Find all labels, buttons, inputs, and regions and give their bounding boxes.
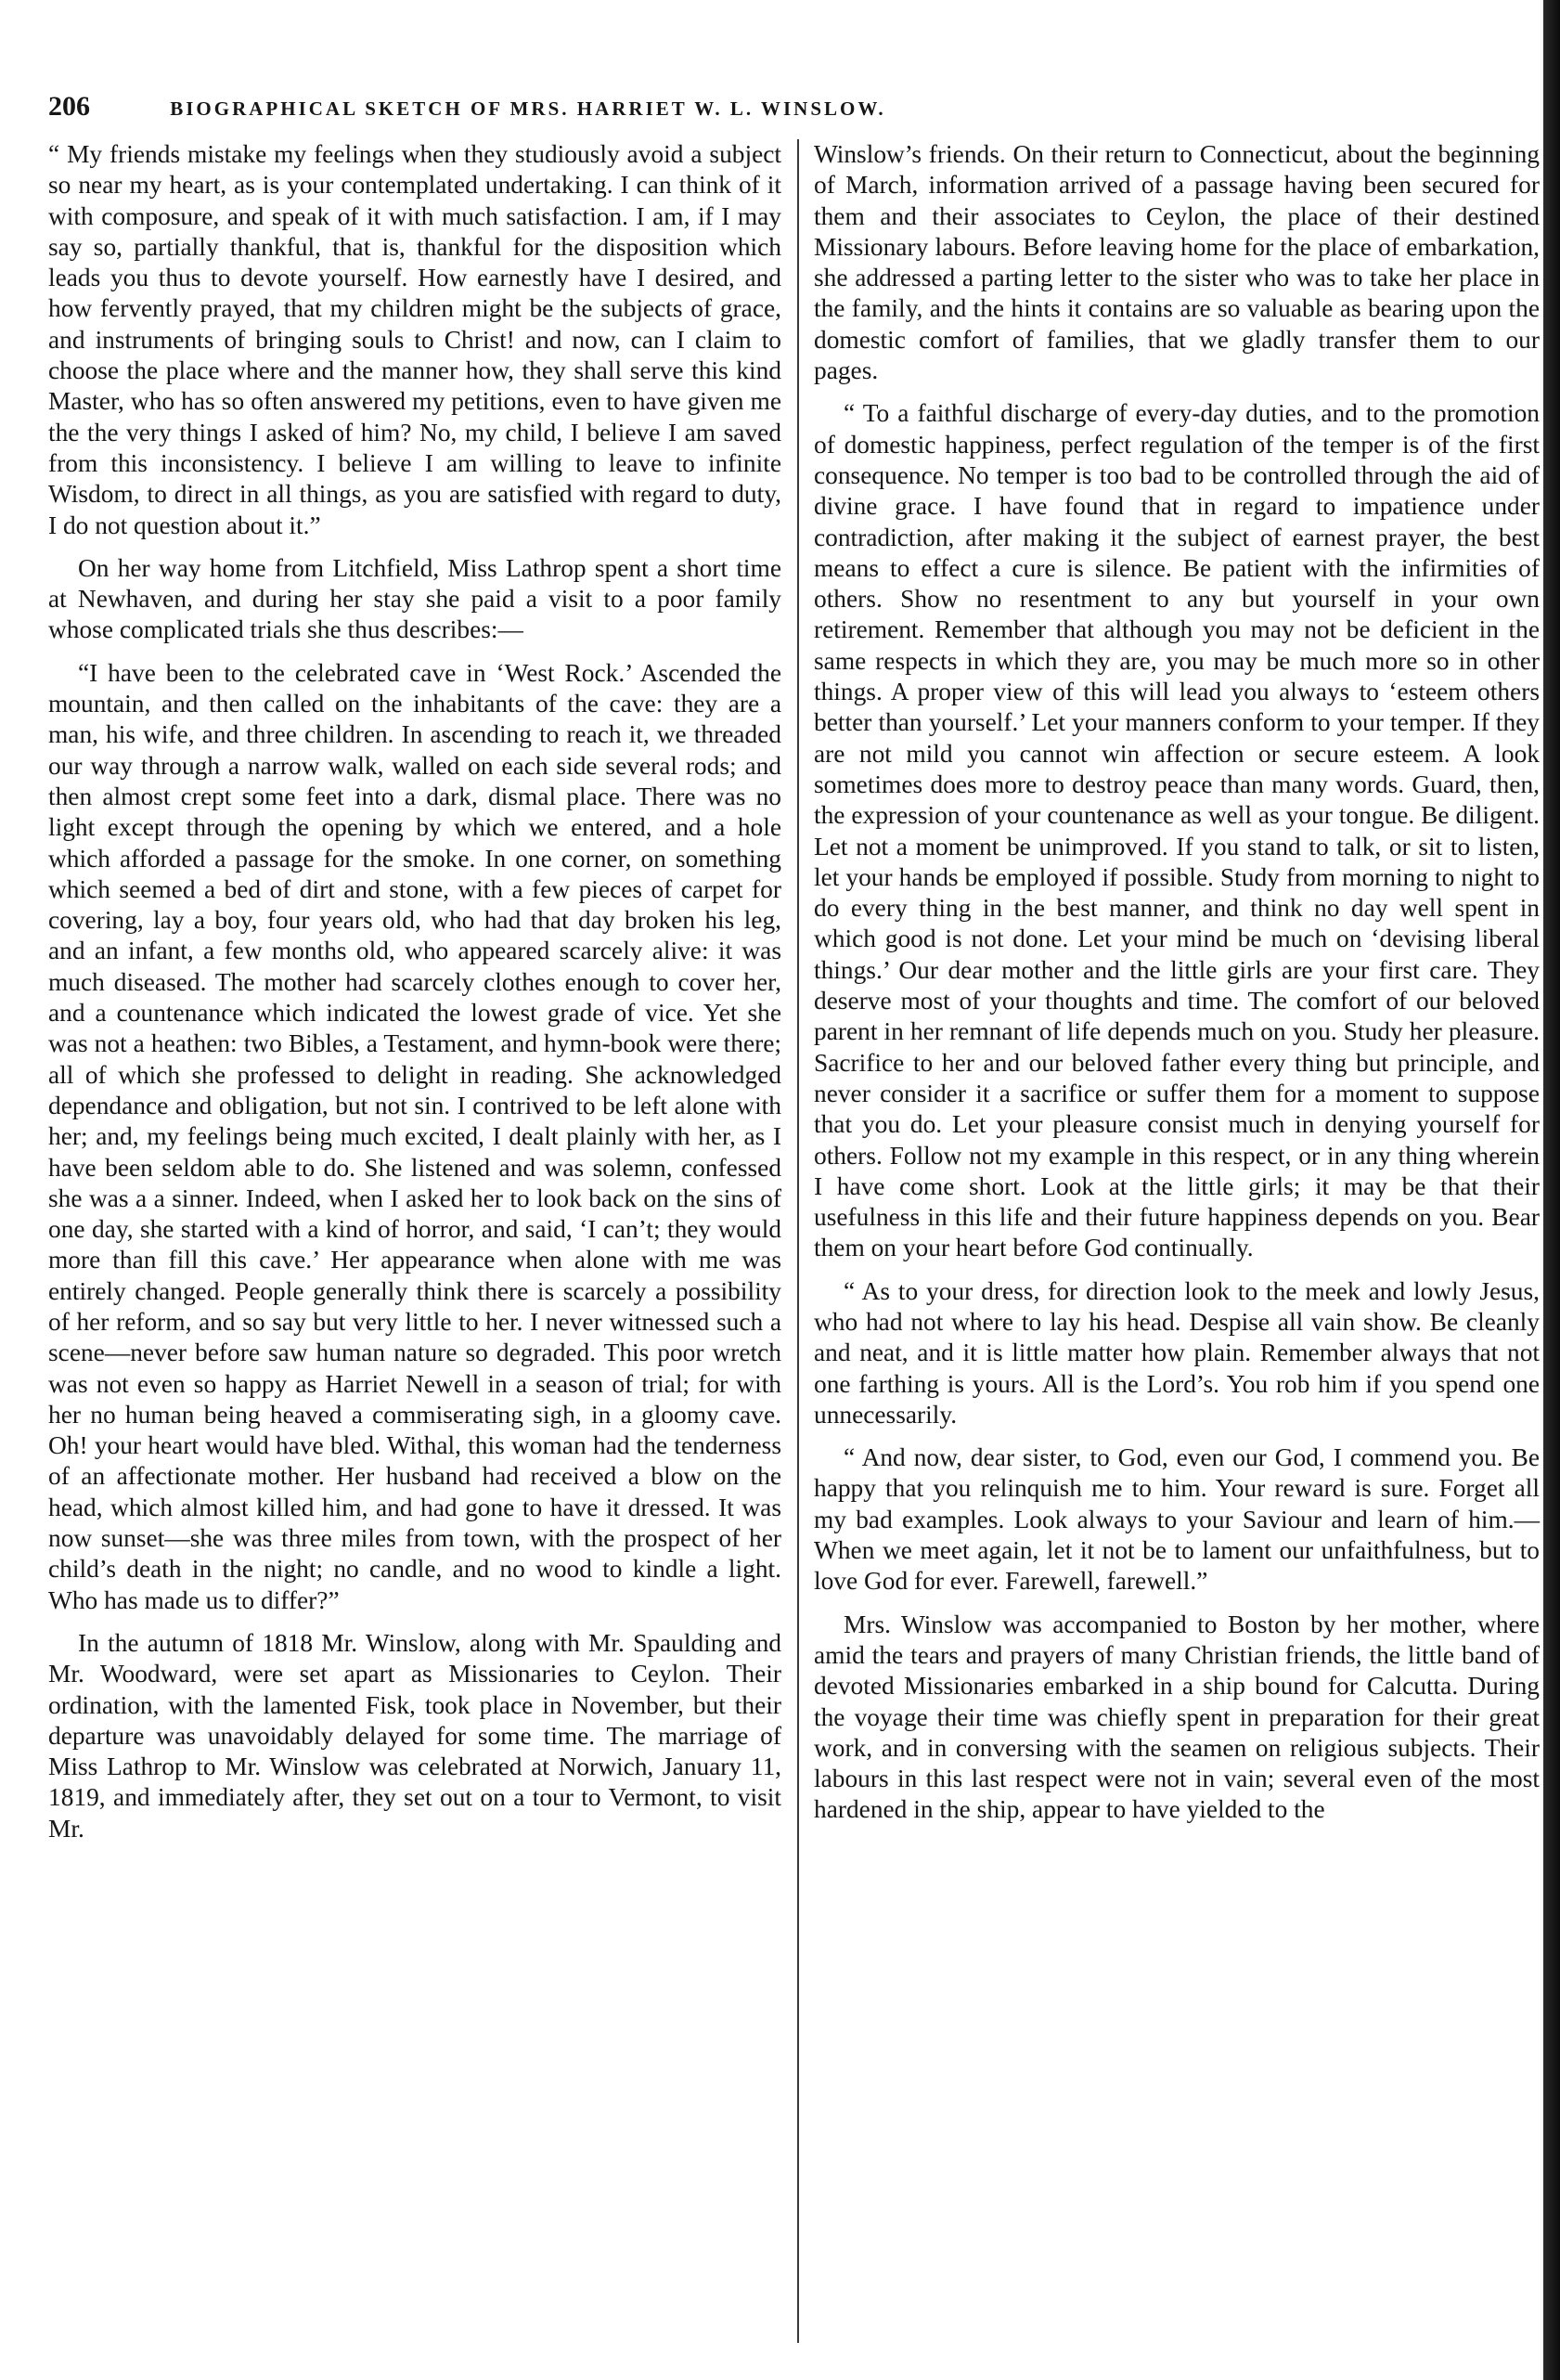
column-divider [797,139,799,2343]
letter-paragraph-dress: “ As to your dress, for direction look to the meek and lowly Jesus, who had not where to lay his head. Despise all vain show. Be cleanly and neat, and it is little matter how plain. Remember always that not one farthing is yours. All is the Lord’s. You rob him if you spend one unnecessarily. [814,1276,1540,1429]
page-header [48,91,1190,123]
letter-paragraph-temper: “ To a faithful discharge of every-day duties, and to the promotion of domestic happiness, perfect regulation of the temper is of the first consequence. No temper is too bad to be controlled through the aid of divine grace. I have found that in regard to impatience under contradiction, after making it the subject of earnest prayer, the best means to effect a cure is silence. Be patient with the infirmities of others. Show no resentment to any but yourself in your own retirement. Remember that although you may not be deficient in the same respects in which they are, you may be much more so in other things. A proper view of this will lead you always to ‘esteem others better than yourself.’ Let your manners conform to your temper. If they are not mild you cannot win affection or secure esteem. A look sometimes does more to destroy peace than many words. Guard, then, the expression of your countenance as well as your tongue. Be diligent. Let not a moment be unimproved. If you stand to talk, or sit to listen, let your hands be employed if possible. Study from morning to night to do every thing in the best manner, and think no day well spent in which good is not done. Let your mind be much on ‘devising liberal things.’ Our dear mother and the little girls are your first care. They deserve most of your thoughts and time. The comfort of our beloved parent in her remnant of life depends much on you. Study her pleasure. Sacrifice to her and our beloved father every thing but principle, and never consider it a sacrifice or suffer them for a moment to suppose that you do. Let your pleasure consist much in denying yourself for others. Follow not my example in this respect, or in any thing wherein I have come short. Look at the little girls; it may be that their usefulness in this life and their future happiness depends on you. Bear them on your heart before God continually. [814,399,1540,1262]
letter-paragraph-farewell: “ And now, dear sister, to God, even our God, I commend you. Be happy that you relinquish me to him. Your reward is sure. Forget all my bad examples. Look always to your Saviour and learn of him.— When we meet again, let it not be to lament our unfaithfulness, but to love God for ever. Farewell, farewell.” [814,1443,1540,1596]
narrative-paragraph-ordination: In the autumn of 1818 Mr. Winslow, along with Mr. Spaulding and Mr. Woodward, were set apart as Missionaries to Ceylon. Their ordination, with the lamented Fisk, took place in November, but their departure was unavoidably delayed for some time. The marriage of Miss Lathrop to Mr. Winslow was celebrated at Norwich, January 11, 1819, and immediately after, they set out on a tour to Vermont, to visit Mr. [48,1628,781,1843]
right-column [814,139,1540,2380]
scan-edge [1543,0,1560,2380]
narrative-paragraph-voyage: Mrs. Winslow was accompanied to Boston by her mother, where amid the tears and prayers of many Christian friends, the little band of devoted Missionaries embarked in a ship bound for Calcutta. During the voyage their time was chiefly spent in preparation for their great work, and in conversing with the seamen on religious subjects. Their labours in this last respect were not in vain; several even of the most hardened in the ship, appear to have yielded to the [814,1610,1540,1824]
left-column [48,139,781,2380]
narrative-paragraph-newhaven: On her way home from Litchfield, Miss Lathrop spent a short time at Newhaven, and during her stay she paid a visit to a poor family whose complicated trials she thus describes:— [48,553,781,644]
letter-paragraph-mother: “ My friends mistake my feelings when they studiously avoid a subject so near my heart, as is your contemplated undertaking. I can think of it with composure, and speak of it with much satisfaction. I am, if I may say so, partially thankful, that is, thankful for the disposition which leads you thus to devote yourself. How earnestly have I desired, and how fervently prayed, that my children might be the subjects of grace, and instruments of bringing souls to Christ! and now, can I claim to choose the place where and the manner how, they shall serve this kind Master, who has so often answered my petitions, even to have given me the the very things I asked of him? No, my child, I believe I am saved from this inconsistency. I believe I am willing to leave to infinite Wisdom, to direct in all things, as you are satisfied with regard to duty, I do not question about it.” [48,140,781,539]
letter-paragraph-cave: “I have been to the celebrated cave in ‘West Rock.’ Ascended the mountain, and then called on the inhabitants of the cave: they are a man, his wife, and three children. In ascending to reach it, we threaded our way through a narrow walk, walled on each side several rods; and then almost crept some feet into a dark, dismal place. There was no light except through the opening by which we entered, and a hole which afforded a passage for the smoke. In one corner, on something which seemed a bed of dirt and stone, with a few pieces of carpet for covering, lay a boy, four years old, who had that day broken his leg, and an infant, a few months old, who appeared scarcely alive: it was much diseased. The mother had scarcely clothes enough to cover her, and a countenance which indicated the lowest grade of vice. Yet she was not a heathen: two Bibles, a Testament, and hymn-book were there; all of which she professed to delight in reading. She acknowledged dependance and obligation, but not sin. I contrived to be left alone with her; and, my feelings being much excited, I dealt plainly with her, as I have been seldom able to do. She listened and was solemn, confessed she was a a sinner. Indeed, when I asked her to look back on the sins of one day, she started with a kind of horror, and said, ‘I can’t; they would more than fill this cave.’ Her appearance when alone with me was entirely changed. People generally think there is scarcely a possibility of her reform, and so say but very little to her. I never witnessed such a scene—never before saw human nature so degraded. This poor wretch was not even so happy as Harriet Newell in a season of trial; for with her no human being heaved a commiserating sigh, in a gloomy cave. Oh! your heart would have bled. Withal, this woman had the tenderness of an affectionate mother. Her husband had received a blow on the head, which almost killed him, and had gone to have it dressed. It was now sunset—she was three miles from town, with the prospect of her child’s death in the night; no candle, and no wood to kindle a light. Who has made us to differ?” [48,658,781,1614]
page-number: 206 [48,91,90,122]
running-title: BIOGRAPHICAL SKETCH OF MRS. HARRIET W. L. WINSLOW. [170,97,886,120]
narrative-paragraph-return: Winslow’s friends. On their return to Connecticut, about the beginning of March, information arrived of a passage having been secured for them and their associates to Ceylon, the place of their destined Missionary labours. Before leaving home for the place of embarkation, she addressed a parting letter to the sister who was to take her place in the family, and the hints it contains are so valuable as bearing upon the domestic comfort of families, that we gladly transfer them to our pages. [814,140,1540,385]
